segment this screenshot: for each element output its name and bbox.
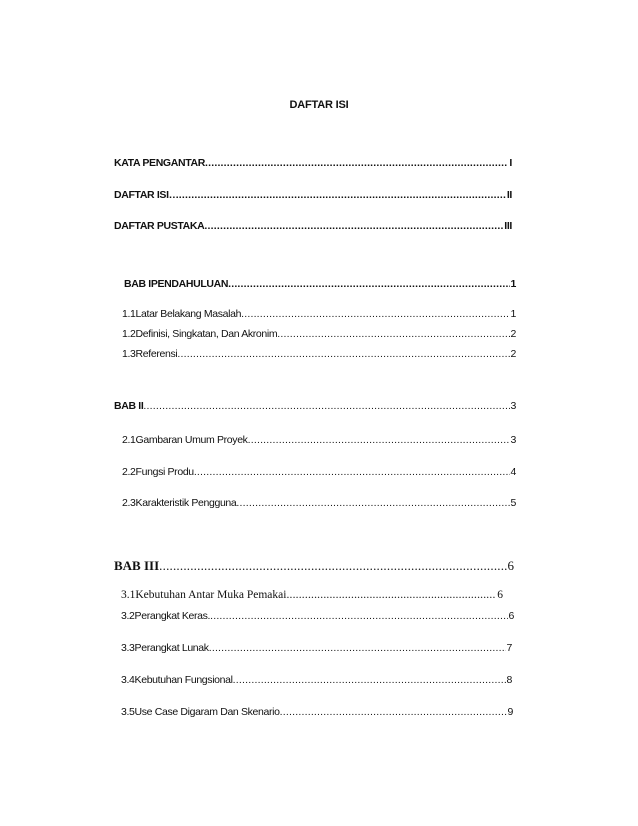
dot-leader xyxy=(233,674,506,686)
toc-entry-daftar-isi[interactable] xyxy=(114,189,512,201)
toc-entry-page: 2 xyxy=(510,328,516,340)
toc-chapter-label: BAB III xyxy=(114,558,160,573)
toc-entry-page: II xyxy=(506,189,512,201)
toc-entry-label: Referensi xyxy=(135,348,178,360)
toc-entry-number: 1.2 xyxy=(122,328,136,340)
toc-entry-label: Use Case Digaram Dan Skenario xyxy=(134,706,280,718)
toc-chapter-bab-3[interactable] xyxy=(114,558,514,574)
toc-entry-page: 1 xyxy=(510,278,516,290)
toc-chapter-label: BAB II xyxy=(114,400,144,412)
toc-entry-page: 6 xyxy=(508,610,514,622)
dot-leader xyxy=(241,308,509,320)
toc-entry-number: 3.3 xyxy=(121,642,135,654)
toc-entry-3-3[interactable] xyxy=(121,642,512,654)
dot-leader xyxy=(210,610,507,622)
toc-entry-label: Kebutuhan Antar Muka Pemakai xyxy=(135,589,287,601)
toc-entry-number: 2.2 xyxy=(122,466,136,478)
dot-leader xyxy=(177,348,509,360)
toc-chapter-label: PENDAHULUAN xyxy=(150,278,229,290)
toc-entry-1-1[interactable] xyxy=(122,308,516,320)
dot-leader xyxy=(236,497,509,509)
toc-entry-page: 8 xyxy=(506,674,512,686)
dot-leader xyxy=(277,328,509,340)
toc-entry-label: Definisi, Singkatan, Dan Akronim xyxy=(135,328,278,340)
toc-entry-page: 9 xyxy=(507,706,513,718)
toc-entry-label: Karakteristik Pengguna xyxy=(135,497,237,509)
dot-leader xyxy=(248,434,510,446)
toc-entry-number: 1.1 xyxy=(122,308,136,320)
toc-entry-3-1[interactable] xyxy=(121,589,503,601)
dot-leader xyxy=(286,589,496,601)
toc-entry-label: Perangkat Keras. xyxy=(134,610,211,622)
toc-chapter-bab-2[interactable] xyxy=(114,400,516,412)
toc-entry-label: Gambaran Umum Proyek xyxy=(135,434,248,446)
toc-entry-number: 3.5 xyxy=(121,706,135,718)
toc-entry-number: 2.3 xyxy=(122,497,136,509)
toc-chapter-bab-1[interactable] xyxy=(124,278,516,290)
toc-entry-number: 3.4 xyxy=(121,674,135,686)
toc-entry-page: 1 xyxy=(510,308,516,320)
toc-entry-label: Perangkat Lunak xyxy=(134,642,209,654)
toc-entry-2-2[interactable] xyxy=(122,466,516,478)
toc-entry-page: 3 xyxy=(510,434,516,446)
toc-entry-3-4[interactable] xyxy=(121,674,512,686)
toc-entry-number: 2.1 xyxy=(122,434,136,446)
toc-entry-2-3[interactable] xyxy=(122,497,516,509)
toc-entry-label: Latar Belakang Masalah xyxy=(135,308,242,320)
toc-entry-1-2[interactable] xyxy=(122,328,516,340)
toc-entry-3-5[interactable] xyxy=(121,706,513,718)
dot-leader xyxy=(204,220,503,232)
toc-entry-2-1[interactable] xyxy=(122,434,516,446)
dot-leader xyxy=(280,706,507,718)
toc-entry-page: I xyxy=(509,157,512,169)
toc-entry-kata-pengantar[interactable] xyxy=(114,157,512,169)
toc-entry-number: 1.3 xyxy=(122,348,136,360)
toc-entry-page: III xyxy=(504,220,512,232)
toc-entry-label: DAFTAR ISI… xyxy=(114,189,179,201)
dot-leader xyxy=(209,642,506,654)
toc-entry-1-3[interactable] xyxy=(122,348,516,360)
toc-entry-page: 6 xyxy=(507,558,514,573)
toc-entry-label: Kebutuhan Fungsional xyxy=(134,674,233,686)
toc-entry-page: 3 xyxy=(510,400,516,412)
toc-entry-daftar-pustaka[interactable] xyxy=(114,220,512,232)
toc-chapter-number: BAB I xyxy=(124,278,151,290)
page-title: DAFTAR ISI xyxy=(289,99,349,111)
dot-leader xyxy=(179,189,506,201)
dot-leader xyxy=(228,278,509,290)
toc-entry-label: Fungsi Produ xyxy=(135,466,194,478)
dot-leader xyxy=(205,157,508,169)
toc-entry-number: 3.2 xyxy=(121,610,135,622)
toc-entry-page: 4 xyxy=(510,466,516,478)
toc-entry-3-2[interactable] xyxy=(121,610,514,622)
toc-entry-page: 5 xyxy=(510,497,516,509)
dot-leader xyxy=(194,466,510,478)
toc-entry-label: KATA PENGANTAR xyxy=(114,157,205,169)
toc-entry-page: 2 xyxy=(510,348,516,360)
toc-entry-page: 6 xyxy=(497,589,503,601)
toc-entry-page: 7 xyxy=(506,642,512,654)
dot-leader xyxy=(159,558,506,574)
toc-entry-number: 3.1 xyxy=(121,589,136,601)
toc-entry-label: DAFTAR PUSTAKA xyxy=(114,220,205,232)
dot-leader xyxy=(143,400,509,412)
